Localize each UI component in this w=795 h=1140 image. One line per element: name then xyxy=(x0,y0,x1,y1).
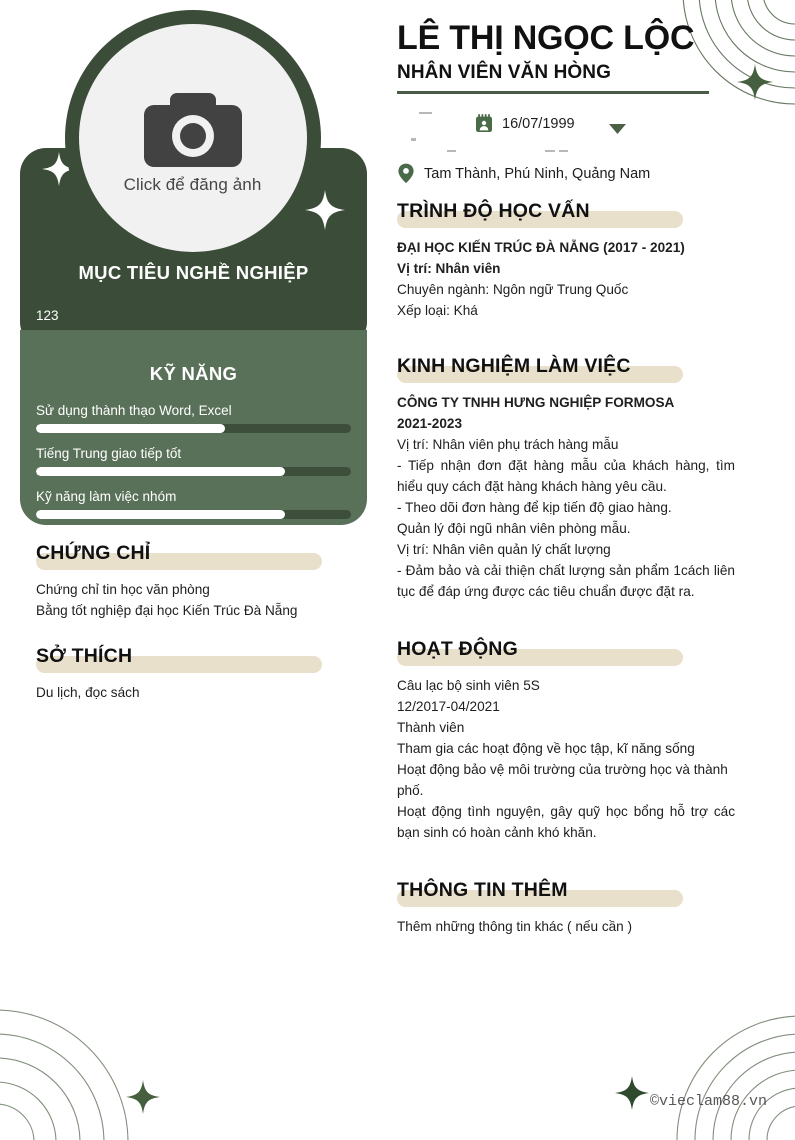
ghost-mark xyxy=(559,150,568,152)
education-line: Vị trí: Nhân viên xyxy=(397,261,501,276)
experience-line: - Theo dõi đơn hàng để kịp tiến độ giao hàng. xyxy=(397,500,672,515)
activities-line: Tham gia các hoạt động về học tập, kĩ năng sống xyxy=(397,741,695,756)
education-heading xyxy=(397,198,735,228)
skill-label: Sử dụng thành thạo Word, Excel xyxy=(36,403,232,418)
skill-progress-track[interactable] xyxy=(36,424,351,433)
camera-icon xyxy=(141,89,245,167)
birthday-calendar-icon xyxy=(475,114,493,133)
ghost-mark xyxy=(447,150,456,152)
education-title: TRÌNH ĐỘ HỌC VẤN xyxy=(397,200,590,222)
interests-heading xyxy=(36,643,336,673)
contact-area xyxy=(397,102,735,194)
avatar-inner[interactable] xyxy=(79,24,307,252)
objective-text[interactable]: 123 xyxy=(36,308,59,323)
activities-line: Thành viên xyxy=(397,720,465,735)
experience-section xyxy=(397,353,735,630)
sidebar xyxy=(0,0,385,1140)
interest-line: Du lịch, đọc sách xyxy=(36,685,140,700)
certificates-heading xyxy=(36,540,336,570)
job-title: NHÂN VIÊN VĂN HÒNG xyxy=(397,62,611,83)
location-pin-icon xyxy=(397,163,415,184)
sidebar-plain-sections xyxy=(36,540,336,703)
title-divider xyxy=(397,91,709,94)
interests-lines xyxy=(36,682,336,703)
experience-line: CÔNG TY TNHH HƯNG NGHIỆP FORMOSA xyxy=(397,395,675,410)
skill-row xyxy=(36,489,351,519)
skills-list xyxy=(36,403,351,519)
skill-label: Tiếng Trung giao tiếp tốt xyxy=(36,446,182,461)
activities-heading xyxy=(397,636,735,666)
education-line: ĐẠI HỌC KIẾN TRÚC ĐÀ NẴNG (2017 - 2021) xyxy=(397,240,685,255)
skills-title: KỸ NĂNG xyxy=(149,363,238,384)
spacer xyxy=(397,843,735,871)
main-content xyxy=(385,0,795,1140)
experience-heading xyxy=(397,353,735,383)
certificates-lines xyxy=(36,579,336,621)
skill-progress-track[interactable] xyxy=(36,467,351,476)
more-info-title: THÔNG TIN THÊM xyxy=(397,879,568,901)
education-section xyxy=(397,198,735,347)
experience-line: - Đảm bảo và cải thiện chất lượng sản phẩm 1cách liên tục để đáp ứng được các tiêu chuẩn được đặt ra. xyxy=(397,563,735,599)
education-line: Chuyên ngành: Ngôn ngữ Trung Quốc xyxy=(397,282,629,297)
interests-section xyxy=(36,643,336,703)
contact-row-address xyxy=(397,163,650,184)
contact-address-value: Tam Thành, Phú Ninh, Quảng Nam xyxy=(424,165,651,182)
experience-line: Quản lý đội ngũ nhân viên phòng mẫu. xyxy=(397,521,631,536)
activities-section xyxy=(397,636,735,871)
skill-label: Kỹ năng làm việc nhóm xyxy=(36,489,177,504)
certificate-line: Bằng tốt nghiệp đại học Kiến Trúc Đà Nẵng xyxy=(36,603,298,618)
more-info-heading xyxy=(397,877,735,907)
main-sections xyxy=(397,198,735,937)
ghost-mark xyxy=(411,138,416,141)
avatar-caption: Click để đăng ảnh xyxy=(123,175,262,194)
more-info-line: Thêm những thông tin khác ( nếu cần ) xyxy=(397,919,633,934)
skill-progress-fill xyxy=(36,467,285,476)
certificates-section xyxy=(36,540,336,621)
watermark: ©vieclam88.vn xyxy=(649,1093,767,1110)
certificates-title: CHỨNG CHỈ xyxy=(36,542,151,564)
page-title: LÊ THỊ NGỌC LỘC xyxy=(397,19,695,57)
experience-line: 2021-2023 xyxy=(397,416,463,431)
ghost-mark xyxy=(419,112,432,114)
skill-progress-fill xyxy=(36,510,285,519)
activities-title: HOẠT ĐỘNG xyxy=(397,638,518,660)
activities-line: Câu lạc bộ sinh viên 5S xyxy=(397,678,540,693)
contact-dob-value: 16/07/1999 xyxy=(502,115,575,132)
skill-row xyxy=(36,446,351,476)
interests-title: SỞ THÍCH xyxy=(36,645,133,667)
skill-progress-track[interactable] xyxy=(36,510,351,519)
skill-progress-fill xyxy=(36,424,225,433)
activities-line: Hoạt động bảo vệ môi trường của trường học và thành phố. xyxy=(397,762,728,798)
contact-row-dob xyxy=(475,114,575,133)
chevron-down-icon[interactable] xyxy=(609,124,626,135)
experience-line: Vị trí: Nhân viên quản lý chất lượng xyxy=(397,542,611,557)
activities-line: 12/2017-04/2021 xyxy=(397,699,500,714)
education-line: Xếp loại: Khá xyxy=(397,303,478,318)
skills-section xyxy=(20,363,367,532)
certificate-line: Chứng chỉ tin học văn phòng xyxy=(36,582,210,597)
skill-row xyxy=(36,403,351,433)
more-info-section xyxy=(397,877,735,937)
ghost-mark xyxy=(545,150,555,152)
activities-line: Hoạt động tình nguyện, gây quỹ học bổng hỗ trợ các bạn sinh có hoàn cảnh khó khăn. xyxy=(397,804,735,840)
objective-section xyxy=(20,262,367,323)
objective-title: MỤC TIÊU NGHỀ NGHIỆP xyxy=(78,262,309,283)
avatar-upload[interactable] xyxy=(65,10,321,266)
experience-line: Vị trí: Nhân viên phụ trách hàng mẫu xyxy=(397,437,619,452)
spacer xyxy=(397,321,735,347)
experience-line: - Tiếp nhận đơn đặt hàng mẫu của khách hàng, tìm hiểu quy cách đặt hàng khách hàng yêu cầu. xyxy=(397,458,735,494)
spacer xyxy=(36,621,336,643)
experience-title: KINH NGHIỆM LÀM VIỆC xyxy=(397,355,631,377)
spacer xyxy=(397,602,735,630)
